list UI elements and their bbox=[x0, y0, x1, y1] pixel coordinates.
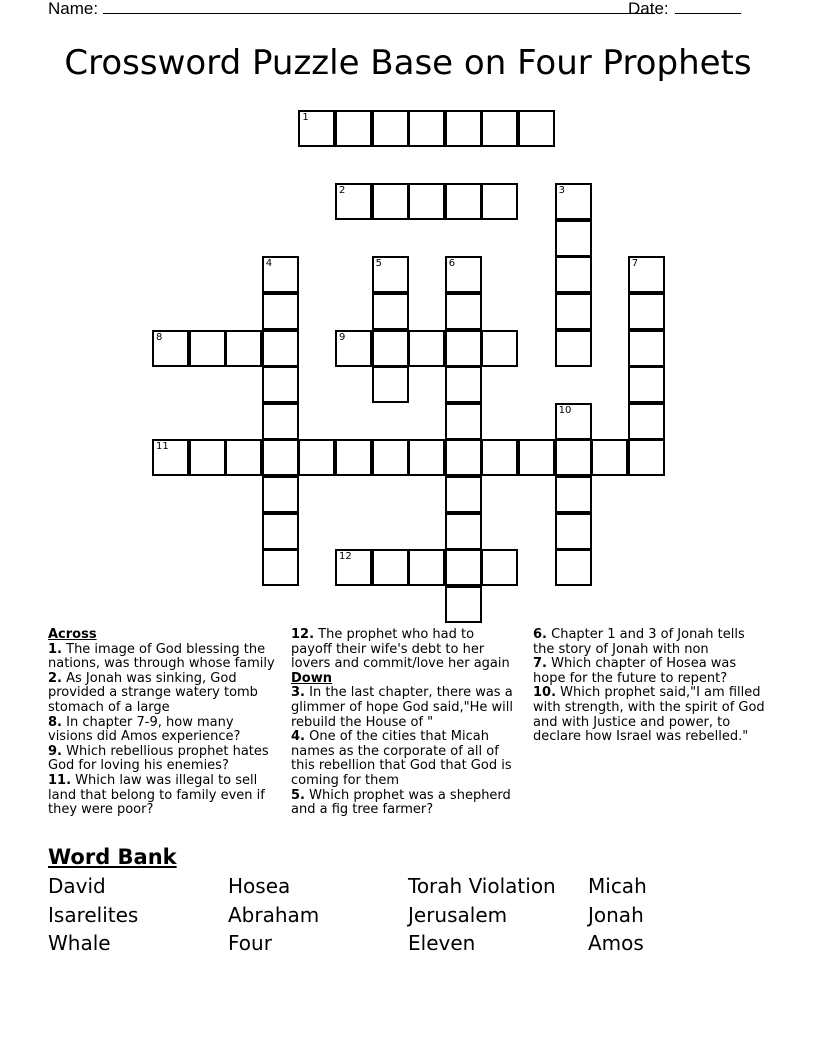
clues-column-2 bbox=[291, 628, 519, 818]
grid-cell[interactable] bbox=[225, 439, 262, 476]
cell-number: 2 bbox=[339, 185, 346, 197]
grid-cell-9[interactable] bbox=[335, 330, 372, 367]
grid-cell[interactable] bbox=[445, 293, 482, 330]
cell-number: 11 bbox=[156, 441, 169, 453]
grid-cell[interactable] bbox=[628, 403, 665, 440]
grid-cell-3[interactable] bbox=[555, 183, 592, 220]
grid-cell[interactable] bbox=[262, 366, 299, 403]
date-label: Date: bbox=[628, 0, 669, 18]
cell-number: 5 bbox=[375, 258, 382, 270]
grid-cell-7[interactable] bbox=[628, 256, 665, 293]
grid-cell[interactable] bbox=[628, 439, 665, 476]
word-bank-item: Whale bbox=[48, 931, 111, 955]
grid-cell[interactable] bbox=[481, 549, 518, 586]
grid-cell[interactable] bbox=[591, 439, 628, 476]
grid-cell[interactable] bbox=[262, 476, 299, 513]
grid-cell[interactable] bbox=[481, 439, 518, 476]
cell-number: 8 bbox=[156, 331, 163, 343]
grid-cell-4[interactable] bbox=[262, 256, 299, 293]
grid-cell[interactable] bbox=[372, 330, 409, 367]
across-heading: Across bbox=[48, 627, 97, 642]
grid-cell-5[interactable] bbox=[372, 256, 409, 293]
grid-cell[interactable] bbox=[555, 293, 592, 330]
clues-column-3 bbox=[533, 628, 769, 745]
grid-cell[interactable] bbox=[555, 256, 592, 293]
clue-across-1: 1. The image of God blessing the nations, was through whose family bbox=[48, 641, 275, 672]
cell-number: 9 bbox=[339, 331, 346, 343]
cell-number: 7 bbox=[631, 258, 639, 270]
cell-number: 1 bbox=[302, 112, 309, 123]
grid-cell[interactable] bbox=[445, 476, 482, 513]
grid-cell[interactable] bbox=[445, 183, 482, 220]
cell-number: 6 bbox=[448, 258, 456, 270]
grid-cell-2[interactable] bbox=[335, 183, 372, 220]
cell-number: 10 bbox=[558, 404, 572, 416]
grid-cell[interactable] bbox=[555, 330, 592, 367]
grid-cell[interactable] bbox=[518, 439, 555, 476]
clue-across-8: 8. In chapter 7-9, how many visions did Amos experience? bbox=[48, 714, 241, 745]
grid-cell[interactable] bbox=[555, 476, 592, 513]
clue-across-9: 9. Which rebellious prophet hates God for loving his enemies? bbox=[48, 743, 269, 774]
grid-cell[interactable] bbox=[262, 330, 299, 367]
clue-across-12: 12. The prophet who had to payoff their wife's debt to her lovers and commit/love her again bbox=[291, 627, 510, 672]
grid-cell[interactable] bbox=[335, 439, 372, 476]
grid-cell[interactable] bbox=[628, 366, 665, 403]
word-bank-item: Abraham bbox=[228, 903, 320, 927]
grid-cell[interactable] bbox=[445, 330, 482, 367]
clue-across-2: 2. As Jonah was sinking, God provided a strange watery tomb stomach of a large bbox=[48, 670, 258, 715]
grid-cell[interactable] bbox=[555, 549, 592, 586]
grid-cell[interactable] bbox=[445, 366, 482, 403]
clue-down-10: 10. Which prophet said,"I am filled with strength, with the spirit of God and with Justice and power, to declare how Israel was rebelled." bbox=[533, 685, 765, 745]
page-title: Crossword Puzzle Base on Four Prophets bbox=[64, 43, 752, 83]
name-label: Name: bbox=[48, 0, 99, 18]
grid-cell[interactable] bbox=[408, 549, 445, 586]
clues-column-1 bbox=[48, 628, 280, 818]
clue-down-3: 3. In the last chapter, there was a glimmer of hope God said,"He will rebuild the House of " bbox=[291, 685, 514, 730]
grid-cell[interactable] bbox=[408, 330, 445, 367]
grid-cell[interactable] bbox=[372, 439, 409, 476]
grid-cell[interactable] bbox=[628, 293, 665, 330]
word-bank-item: Amos bbox=[588, 931, 644, 955]
word-bank-item: Torah Violation bbox=[408, 874, 556, 898]
grid-cell[interactable] bbox=[408, 110, 445, 147]
word-bank-title: Word Bank bbox=[48, 845, 177, 869]
grid-cell[interactable] bbox=[262, 403, 299, 440]
grid-cell[interactable] bbox=[262, 549, 299, 586]
grid-cell[interactable] bbox=[335, 110, 372, 147]
clue-down-6: 6. Chapter 1 and 3 of Jonah tells the story of Jonah with non bbox=[533, 627, 745, 657]
grid-cell[interactable] bbox=[445, 110, 482, 147]
word-bank-item: Micah bbox=[588, 874, 647, 898]
grid-cell-8[interactable] bbox=[152, 330, 189, 367]
grid-cell-6[interactable] bbox=[445, 256, 482, 293]
grid-cell[interactable] bbox=[408, 439, 445, 476]
grid-cell[interactable] bbox=[445, 403, 482, 440]
grid-cell[interactable] bbox=[555, 439, 592, 476]
grid-cell[interactable] bbox=[518, 110, 555, 147]
grid-cell[interactable] bbox=[225, 330, 262, 367]
word-bank-item: Isarelites bbox=[48, 903, 139, 927]
grid-cell-1[interactable] bbox=[298, 110, 335, 147]
grid-cell[interactable] bbox=[481, 183, 518, 220]
word-bank-item: Eleven bbox=[408, 931, 476, 955]
clue-across-11: 11. Which law was illegal to sell land that belong to family even if they were poor? bbox=[48, 772, 265, 818]
grid-cell[interactable] bbox=[408, 183, 445, 220]
grid-cell[interactable] bbox=[372, 366, 409, 403]
cell-number: 3 bbox=[558, 185, 565, 197]
grid-cell[interactable] bbox=[372, 549, 409, 586]
grid-cell[interactable] bbox=[372, 183, 409, 220]
grid-cell[interactable] bbox=[262, 293, 299, 330]
grid-cell[interactable] bbox=[372, 293, 409, 330]
word-bank-item: Jonah bbox=[588, 903, 644, 927]
word-bank-item: David bbox=[48, 874, 106, 898]
grid-cell[interactable] bbox=[628, 330, 665, 367]
grid-cell[interactable] bbox=[298, 439, 335, 476]
grid-cell[interactable] bbox=[481, 110, 518, 147]
grid-cell[interactable] bbox=[555, 513, 592, 550]
clue-down-4: 4. One of the cities that Micah names as the corporate of all of this rebellion that God that God is coming for them bbox=[291, 729, 512, 788]
grid-cell[interactable] bbox=[189, 330, 226, 367]
cell-number: 4 bbox=[265, 258, 273, 270]
cell-number: 12 bbox=[339, 551, 352, 563]
grid-cell-11[interactable] bbox=[152, 439, 189, 476]
word-bank-item: Four bbox=[228, 931, 272, 955]
grid-cell[interactable] bbox=[445, 439, 482, 476]
grid-cell[interactable] bbox=[555, 220, 592, 257]
grid-cell[interactable] bbox=[445, 549, 482, 586]
grid-cell[interactable] bbox=[262, 513, 299, 550]
grid-cell[interactable] bbox=[189, 439, 226, 476]
grid-cell-10[interactable] bbox=[555, 403, 592, 440]
grid-cell-12[interactable] bbox=[335, 549, 372, 586]
grid-cell[interactable] bbox=[481, 330, 518, 367]
grid-cell[interactable] bbox=[372, 110, 409, 147]
word-bank-item: Hosea bbox=[228, 874, 291, 898]
word-bank-item: Jerusalem bbox=[408, 903, 508, 927]
down-heading: Down bbox=[291, 670, 332, 686]
clue-down-5: 5. Which prophet was a shepherd and a fig tree farmer? bbox=[291, 787, 511, 818]
grid-cell[interactable] bbox=[445, 586, 482, 623]
clue-down-7: 7. Which chapter of Hosea was hope for the future to repent? bbox=[533, 656, 737, 686]
grid-cell[interactable] bbox=[262, 439, 299, 476]
grid-cell[interactable] bbox=[445, 513, 482, 550]
